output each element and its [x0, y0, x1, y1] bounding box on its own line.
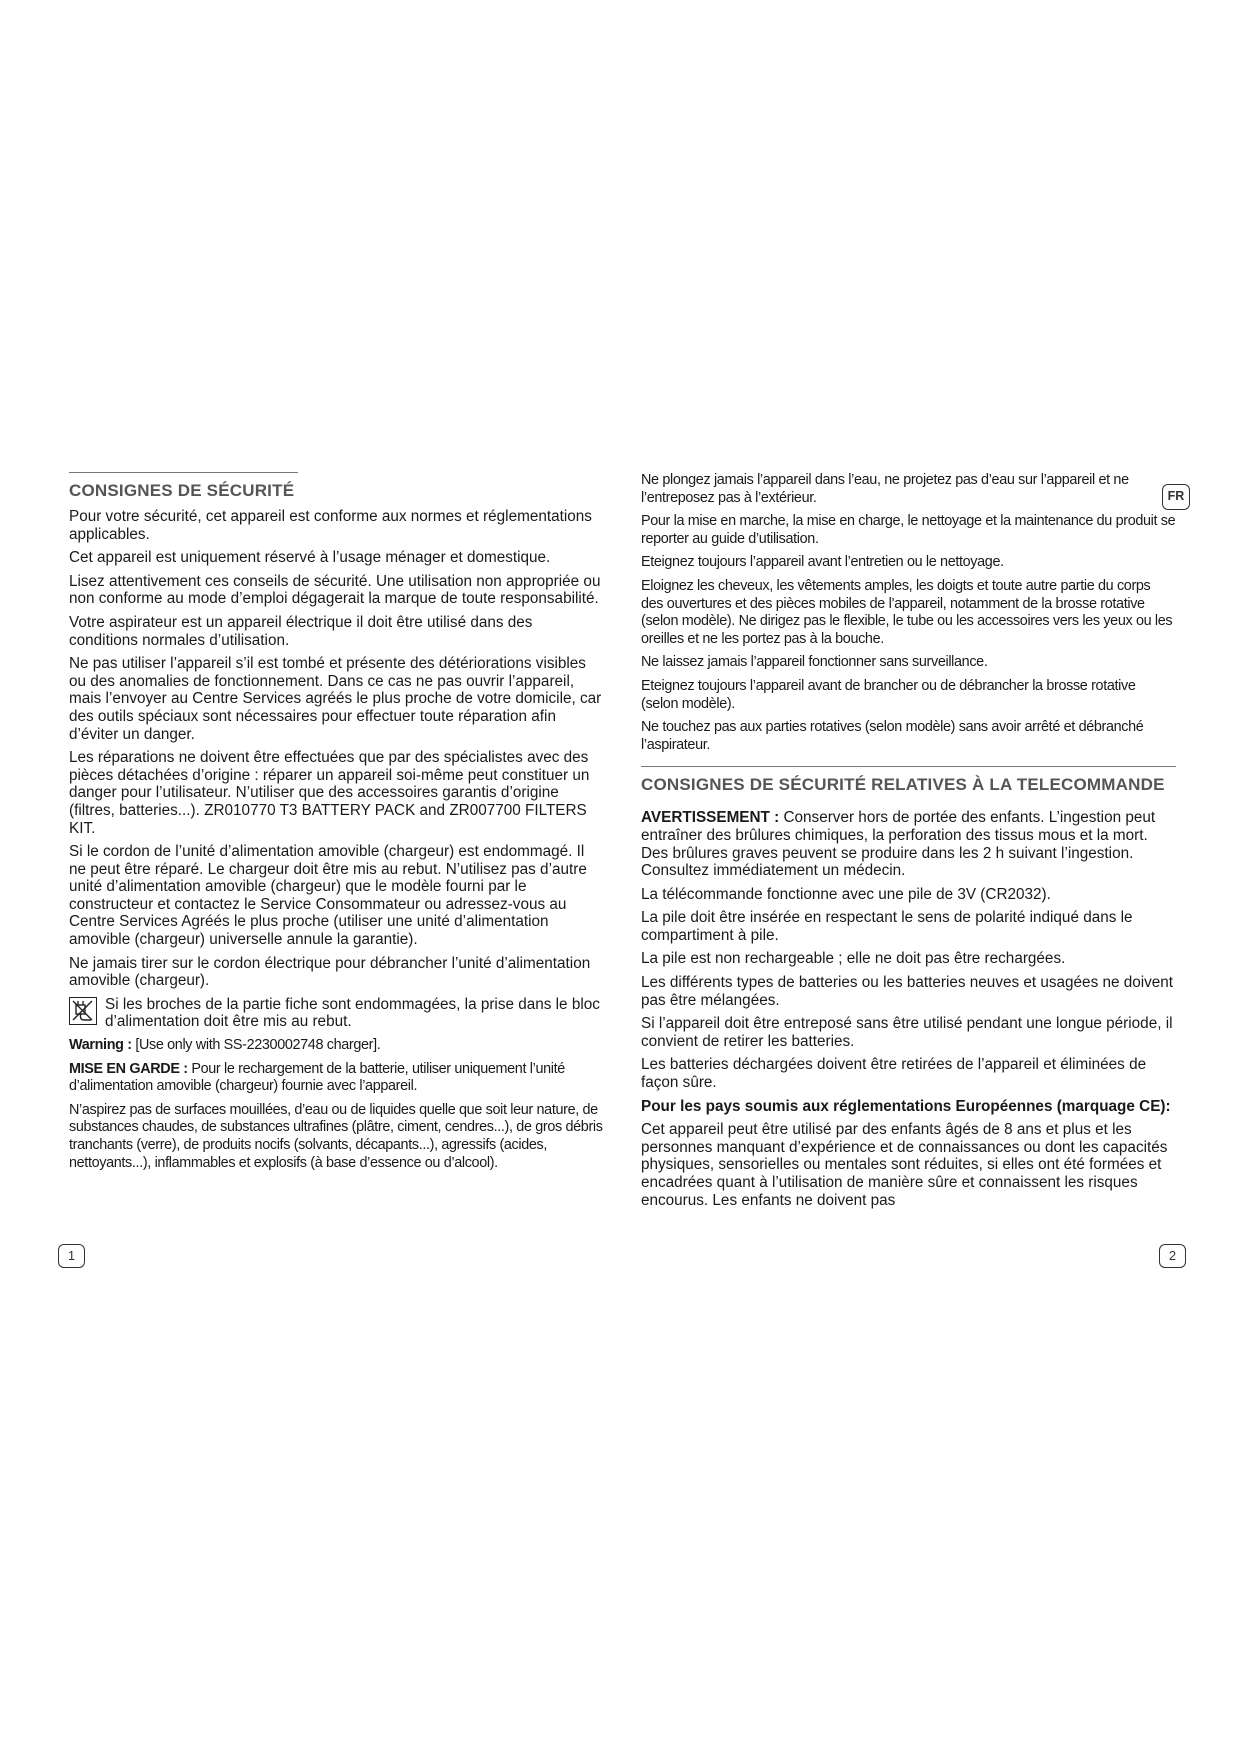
paragraph: Si les broches de la partie fiche sont endommagées, la prise dans le bloc d’alimentation doit être mis au rebut. — [105, 995, 600, 1031]
mise-en-garde-text: Pour le rechargement de la batterie, utiliser uniquement l’unité d’alimentation amovible (chargeur) fournie avec l’appareil. — [69, 1060, 565, 1095]
language-badge: FR — [1162, 484, 1190, 510]
warning-text: [Use only with SS-2230002748 charger]. — [131, 1037, 381, 1054]
paragraph: Ne touchez pas aux parties rotatives (selon modèle) sans avoir arrêté et débranché l’aspirateur. — [641, 719, 1144, 753]
paragraph: Cet appareil peut être utilisé par des enfants âgés de 8 ans et plus et les personnes manquant d’expérience et de connaissances ou dont les capacités physiques, sensorielles ou mentales sont réduites, si elles ont été formées et encadrées quant à l’utilisation de manière sûre et connaissent les risques encourus. Les enfants ne doivent pas — [641, 1121, 1168, 1209]
section-heading-remote-control: CONSIGNES DE SÉCURITÉ RELATIVES À LA TELECOMMANDE — [641, 766, 1176, 795]
warning-paragraph — [69, 1037, 604, 1055]
paragraph: Eteignez toujours l’appareil avant de brancher ou de débrancher la brosse rotative (selon modèle). — [641, 677, 1136, 712]
paragraph: Les différents types de batteries ou les batteries neuves et usagées ne doivent pas être mélangées. — [641, 974, 1174, 1009]
paragraph: Ne jamais tirer sur le cordon électrique pour débrancher l’unité d’alimentation amovible (chargeur). — [69, 954, 591, 990]
paragraph: Eloignez les cheveux, les vêtements amples, les doigts et toute autre partie du corps des ouvertures et des pièces mobiles de l’appareil, notamment de la brosse rotative (selon modèle). Ne dirigez pas le flexible, le tube ou les accessoires vers les yeux ou les oreilles et ne les portez pas à la bouche. — [641, 577, 1173, 647]
plug-disposal-icon — [69, 997, 97, 1025]
page-number-right: 2 — [1159, 1244, 1186, 1268]
paragraph: La pile doit être insérée en respectant le sens de polarité indiqué dans le compartiment à pile. — [641, 909, 1133, 944]
avertissement-text: Conserver hors de portée des enfants. L’ingestion peut entraîner des brûlures chimiques, la perforation des tissus mous et la mort. Des brûlures graves peuvent se produire dans les 2 h suivant l’ingestion. Consultez immédiatement un médecin. — [641, 809, 1156, 880]
plug-warning-row — [69, 996, 604, 1037]
warning-label: Warning : — [69, 1037, 132, 1054]
paragraph: Ne pas utiliser l’appareil s’il est tombé et présente des détériorations visibles ou des anomalies de fonctionnement. Dans ce cas ne pas ouvrir l’appareil, mais l’envoyer au Centre Services agréés le plus proche de votre domicile, car des outils spéciaux sont nécessaires pour effectuer toute réparation afin d’éviter un danger. — [69, 655, 602, 743]
paragraph: Ne plongez jamais l’appareil dans l’eau, ne projetez pas d’eau sur l’appareil et ne l’entreposez pas à l’extérieur. — [641, 472, 1129, 506]
mise-en-garde-label: MISE EN GARDE : — [69, 1060, 188, 1077]
eu-subheading: Pour les pays soumis aux réglementations Européennes (marquage CE): — [641, 1097, 1171, 1115]
page-number-left: 1 — [58, 1244, 85, 1268]
right-column — [641, 472, 1176, 1215]
paragraph: Pour la mise en marche, la mise en charge, le nettoyage et la maintenance du produit se reporter au guide d’utilisation. — [641, 513, 1176, 547]
paragraph: Les réparations ne doivent être effectuées que par des spécialistes avec des pièces détachées d’origine : réparer un appareil soi-même peut constituer un danger pour l’utilisateur. N’utiliser que des accessoires garantis d’origine (filtres, batteries...). ZR010770 T3 BATTERY PACK and ZR007700 FILTERS KIT. — [69, 749, 590, 837]
paragraph: Ne laissez jamais l’appareil fonctionner sans surveillance. — [641, 654, 988, 671]
paragraph: Cet appareil est uniquement réservé à l’usage ménager et domestique. — [69, 549, 551, 567]
avertissement-paragraph — [641, 809, 1176, 879]
left-column — [69, 472, 604, 1178]
section-heading-safety: CONSIGNES DE SÉCURITÉ — [69, 472, 298, 501]
paragraph: Lisez attentivement ces conseils de sécurité. Une utilisation non appropriée ou non conforme au mode d’emploi dégagerait la marque de toute responsabilité. — [69, 572, 601, 608]
paragraph: Si le cordon de l’unité d’alimentation amovible (chargeur) est endommagé. Il ne peut être réparé. Le chargeur doit être mis au rebut. N’utilisez pas d’autre unité d’alimentation amovible (chargeur) que le modèle fourni par le constructeur et contactez le Service Consommateur ou adressez-vous au Centre Services Agréés le plus proche (utiliser une unité d’alimentation amovible (chargeur) universelle annule la garantie). — [69, 843, 587, 949]
paragraph: Si l’appareil doit être entreposé sans être utilisé pendant une longue période, il convient de retirer les batteries. — [641, 1015, 1173, 1050]
mise-en-garde-paragraph — [69, 1061, 604, 1096]
paragraph: La télécommande fonctionne avec une pile de 3V (CR2032). — [641, 885, 1051, 903]
paragraph: Votre aspirateur est un appareil électrique il doit être utilisé dans des conditions normales d’utilisation. — [69, 613, 533, 649]
paragraph: Eteignez toujours l’appareil avant l’entretien ou le nettoyage. — [641, 554, 1004, 571]
paragraph: Les batteries déchargées doivent être retirées de l’appareil et éliminées de façon sûre. — [641, 1056, 1147, 1092]
avertissement-label: AVERTISSEMENT : — [641, 809, 780, 827]
paragraph: Pour votre sécurité, cet appareil est conforme aux normes et réglementations applicables. — [69, 508, 592, 543]
paragraph: N’aspirez pas de surfaces mouillées, d’eau ou de liquides quelle que soit leur nature, de substances chaudes, de substances ultrafines (plâtre, ciment, cendres...), de gros débris tranchants (verre), de produits nocifs (solvants, décapants...), agressifs (acides, nettoyants...), inflammables et explosifs (à base d’essence ou d’alcool). — [69, 1101, 603, 1171]
paragraph: La pile est non rechargeable ; elle ne doit pas être rechargées. — [641, 950, 1066, 968]
